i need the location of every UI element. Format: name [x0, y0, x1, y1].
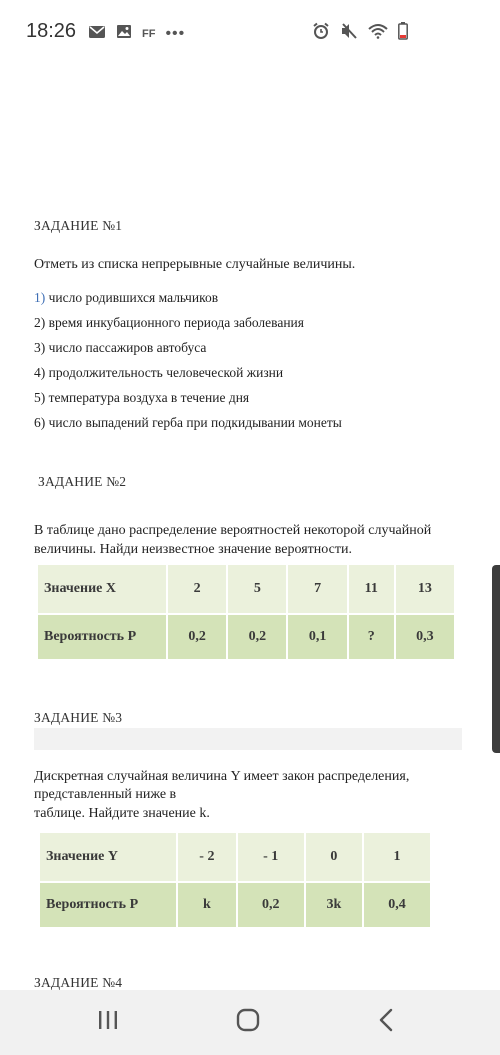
table-cell: 0: [305, 832, 363, 882]
task2-distribution-table: [36, 563, 456, 661]
task2-prompt-line1: В таблице дано распределение вероятностей некоторой случайной: [34, 523, 432, 538]
table-cell: - 2: [177, 832, 237, 882]
table-cell: k: [177, 882, 237, 928]
table-row: [37, 564, 455, 614]
recent-apps-icon[interactable]: [96, 1008, 120, 1037]
list-item: 2) время инкубационного периода заболевания: [34, 315, 304, 330]
task3-prompt-line3: таблице. Найдите значение k.: [34, 806, 210, 821]
table-cell: 2: [167, 564, 227, 614]
table-row: [39, 882, 431, 928]
table-row: [37, 614, 455, 660]
list-item: 1) число родившихся мальчиков: [34, 290, 219, 305]
alarm-icon: [312, 22, 330, 45]
wifi-icon: [368, 23, 388, 44]
mute-icon: [340, 22, 358, 45]
task1-prompt: Отметь из списка непрерывные случайные величины.: [34, 257, 356, 272]
table-cell: 11: [348, 564, 395, 614]
table-row-label: Значение X: [37, 564, 167, 614]
table-cell: 0,2: [167, 614, 227, 660]
table-row-label: Значение Y: [39, 832, 177, 882]
task1-heading: ЗАДАНИЕ №1: [34, 218, 123, 233]
more-dots-icon: •••: [165, 25, 186, 42]
list-item: 4) продолжительность человеческой жизни: [34, 365, 284, 380]
status-left-icons: [88, 24, 185, 44]
back-icon[interactable]: [376, 1008, 398, 1037]
task3-heading: ЗАДАНИЕ №3: [34, 710, 123, 725]
home-icon[interactable]: [235, 1008, 261, 1037]
table-cell: 13: [395, 564, 455, 614]
list-item: 3) число пассажиров автобуса: [34, 340, 207, 355]
task2-prompt-line2: величины. Найди неизвестное значение вероятности.: [34, 542, 352, 557]
task2-heading: ЗАДАНИЕ №2: [38, 474, 127, 489]
table-cell: 0,2: [237, 882, 305, 928]
image-icon: [116, 24, 132, 44]
task4-heading: ЗАДАНИЕ №4: [34, 975, 123, 990]
table-cell: 0,2: [227, 614, 287, 660]
mail-icon: [88, 25, 106, 44]
status-right-icons: [312, 22, 408, 45]
table-row-label: Вероятность P: [37, 614, 167, 660]
navigation-bar: [0, 990, 500, 1055]
table-cell: ?: [348, 614, 395, 660]
task3-prompt-line1: Дискретная случайная величина Y имеет закон распределения,: [34, 769, 410, 784]
table-cell: 7: [287, 564, 347, 614]
list-item: 6) число выпадений герба при подкидывании монеты: [34, 415, 342, 430]
battery-icon: [398, 22, 408, 45]
ff-icon: FF: [142, 28, 156, 40]
table-row-label: Вероятность P: [39, 882, 177, 928]
status-bar: [0, 0, 500, 62]
table-cell: 3k: [305, 882, 363, 928]
table-cell: 1: [363, 832, 431, 882]
table-row: [39, 832, 431, 882]
table-cell: 0,1: [287, 614, 347, 660]
list-item: 5) температура воздуха в течение дня: [34, 390, 250, 405]
scrollbar-thumb[interactable]: [492, 565, 500, 753]
table-cell: 0,3: [395, 614, 455, 660]
highlight-bar: [34, 728, 462, 750]
task3-distribution-table: [38, 831, 432, 929]
table-cell: - 1: [237, 832, 305, 882]
table-cell: 5: [227, 564, 287, 614]
status-time: 18:26: [26, 20, 77, 42]
table-cell: 0,4: [363, 882, 431, 928]
task3-prompt-line2: представленный ниже в: [34, 787, 177, 802]
